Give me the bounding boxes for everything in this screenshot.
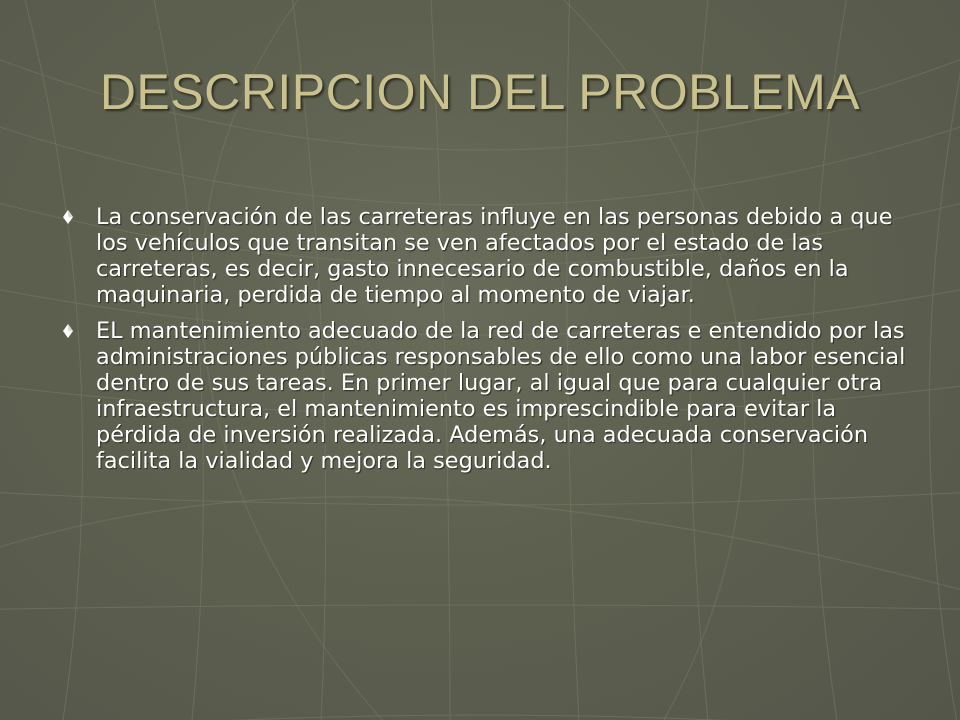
diamond-bullet-icon xyxy=(61,321,75,341)
bullet-item xyxy=(56,204,906,308)
bullet-list xyxy=(56,204,906,484)
bullet-text: La conservación de las carreteras influye en las personas debido a que los vehículos que transitan se ven afectados por el estado de las carreteras, es decir, gasto innecesario de combustible, daños en la maquinaria, perdida de tiempo al momento de viajar. xyxy=(96,204,893,308)
slide-title: DESCRIPCION DEL PROBLEMA xyxy=(99,64,861,120)
diamond-bullet-icon xyxy=(61,207,75,227)
bullet-text: EL mantenimiento adecuado de la red de carreteras e entendido por las administraciones públicas responsables de ello como una labor esencial dentro de sus tareas. En primer lugar, al igual que para cualquier otra infraestructura, el mantenimiento es imprescindible para evitar la pérdida de inversión realizada. Además, una adecuada conservación facilita la vialidad y mejora la seguridad. xyxy=(96,318,906,474)
bullet-item xyxy=(56,318,906,474)
